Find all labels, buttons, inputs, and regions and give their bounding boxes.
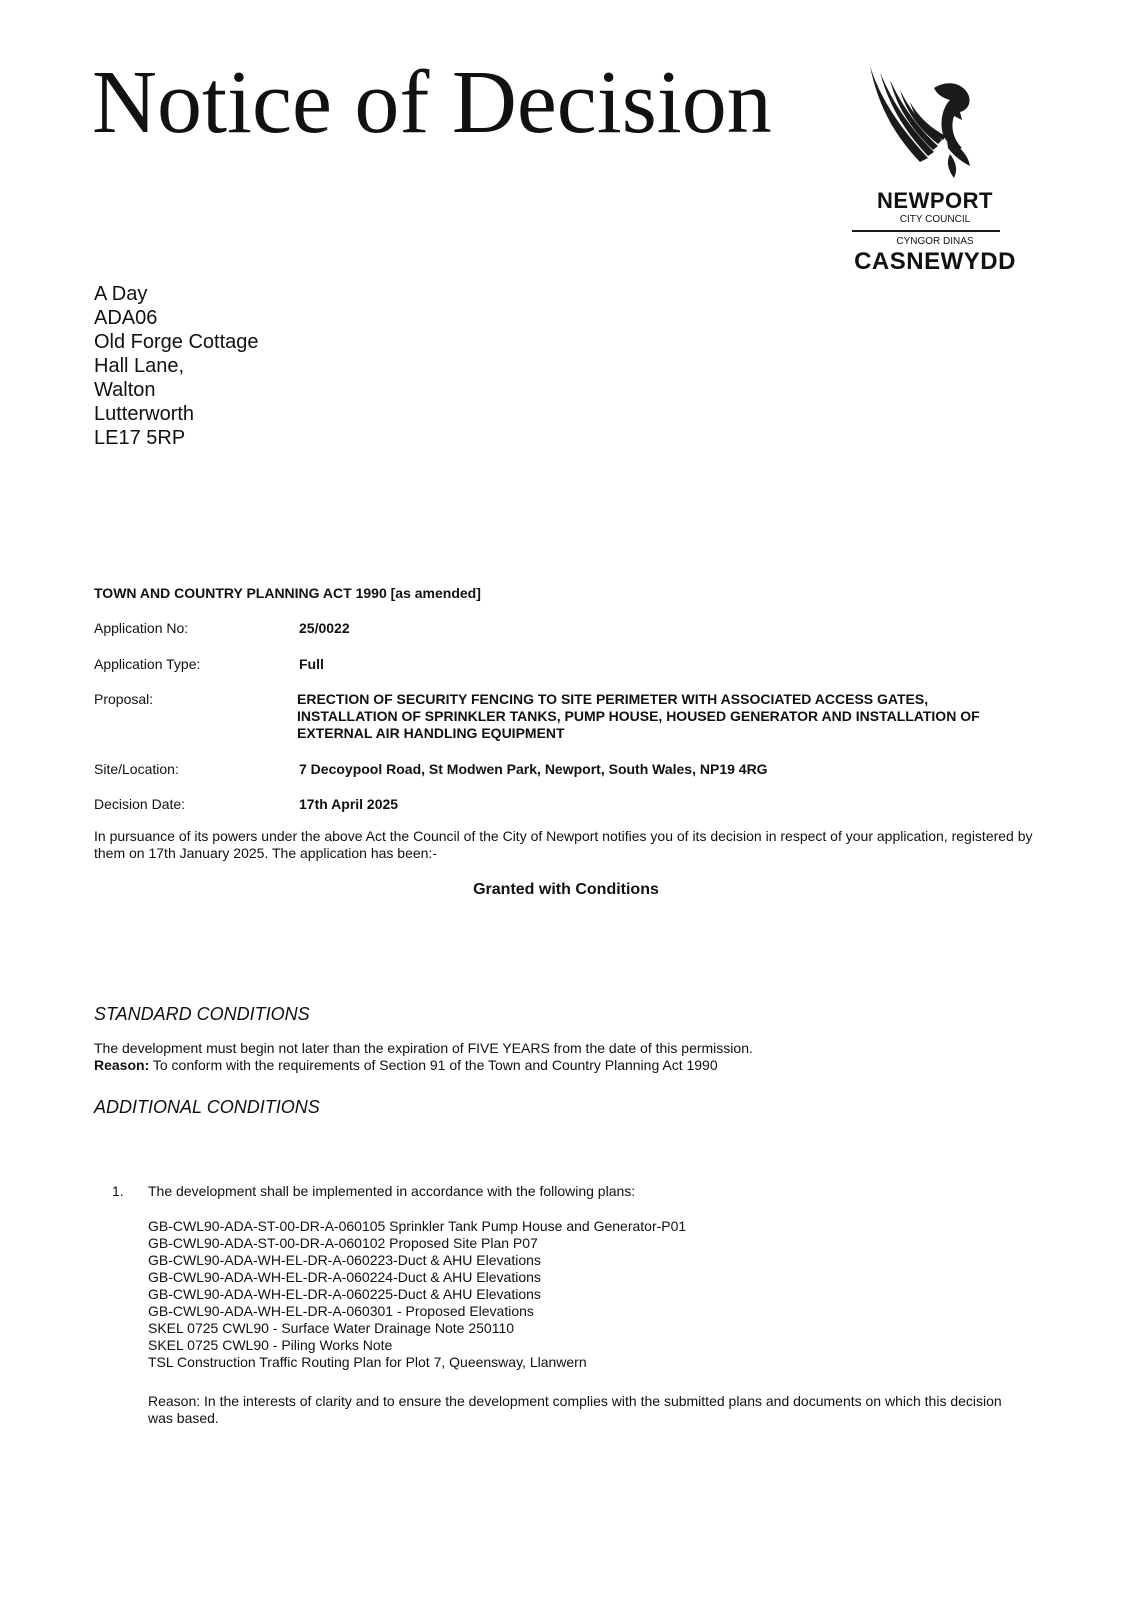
additional-conditions-heading: ADDITIONAL CONDITIONS	[94, 1097, 320, 1117]
list-item: GB-CWL90-ADA-ST-00-DR-A-060105 Sprinkler Tank Pump House and Generator-P01	[148, 1218, 687, 1234]
application-no-value: 25/0022	[299, 620, 350, 636]
page-title: Notice of Decision	[92, 53, 772, 152]
application-type-value: Full	[299, 656, 324, 672]
address-line: Hall Lane,	[94, 355, 185, 377]
list-item: GB-CWL90-ADA-WH-EL-DR-A-060225-Duct & AHU Elevations	[148, 1286, 541, 1302]
standard-conditions-heading: STANDARD CONDITIONS	[94, 1004, 310, 1024]
address-line: LE17 5RP	[94, 427, 186, 449]
decision-date-label: Decision Date:	[94, 796, 186, 812]
list-item: GB-CWL90-ADA-WH-EL-DR-A-060223-Duct & AHU Elevations	[148, 1252, 541, 1268]
logo-welsh-line2: CASNEWYDD	[854, 248, 1016, 275]
recipient-address	[94, 282, 259, 450]
logo-divider	[852, 230, 1000, 232]
act-heading: TOWN AND COUNTRY PLANNING ACT 1990 [as amended]	[94, 585, 481, 601]
standard-conditions-text	[94, 1040, 1034, 1074]
pursuance-paragraph: In pursuance of its powers under the above Act the Council of the City of Newport notifies you of its decision in respect of your application, registered by them on 17th January 2025. The application has been:-	[94, 828, 1033, 861]
list-item: TSL Construction Traffic Routing Plan for Plot 7, Queensway, Llanwern	[148, 1354, 587, 1370]
dragon-emblem-icon	[850, 58, 1020, 183]
reason-text: To conform with the requirements of Section 91 of the Town and Country Planning Act 1990	[149, 1057, 718, 1073]
reason-label: Reason:	[94, 1057, 150, 1073]
list-item: GB-CWL90-ADA-WH-EL-DR-A-060301 - Proposed Elevations	[148, 1303, 534, 1319]
application-no-label: Application No:	[94, 620, 189, 636]
plans-list	[148, 1218, 686, 1371]
list-item: GB-CWL90-ADA-ST-00-DR-A-060102 Proposed Site Plan P07	[148, 1235, 538, 1251]
address-line: Old Forge Cottage	[94, 331, 259, 353]
standard-condition: The development must begin not later than the expiration of FIVE YEARS from the date of this permission.	[94, 1040, 753, 1056]
logo-name-line2: CITY COUNCIL	[899, 214, 971, 225]
list-item: SKEL 0725 CWL90 - Surface Water Drainage Note 250110	[148, 1320, 515, 1336]
proposal-value: ERECTION OF SECURITY FENCING TO SITE PERIMETER WITH ASSOCIATED ACCESS GATES, INSTALLATION OF SPRINKLER TANKS, PUMP HOUSE, HOUSED GENERATOR AND INSTALLATION OF EXTERNAL AIR HANDLING EQUIPMENT	[297, 691, 980, 741]
decision-date-value: 17th April 2025	[299, 796, 399, 812]
site-location-value: 7 Decoypool Road, St Modwen Park, Newport, South Wales, NP19 4RG	[299, 761, 768, 777]
address-line: A Day	[94, 283, 148, 305]
address-line: Walton	[94, 379, 156, 401]
logo-name-line1: NEWPORT	[877, 188, 993, 213]
condition-number: 1.	[112, 1183, 124, 1199]
list-item: SKEL 0725 CWL90 - Piling Works Note	[148, 1337, 393, 1353]
address-line: ADA06	[94, 307, 158, 329]
decision-outcome: Granted with Conditions	[473, 881, 659, 898]
logo-welsh-line1: CYNGOR DINAS	[896, 236, 974, 247]
newport-city-council-logo	[850, 58, 1020, 278]
site-location-label: Site/Location:	[94, 761, 179, 777]
address-line: Lutterworth	[94, 403, 195, 425]
proposal-label: Proposal:	[94, 691, 154, 707]
standard-condition-reason	[94, 1057, 1034, 1074]
application-type-label: Application Type:	[94, 656, 201, 672]
condition-intro: The development shall be implemented in accordance with the following plans:	[148, 1183, 636, 1199]
list-item: GB-CWL90-ADA-WH-EL-DR-A-060224-Duct & AHU Elevations	[148, 1269, 541, 1285]
condition-reason: Reason: In the interests of clarity and to ensure the development complies with the submitted plans and documents on which this decision was based.	[148, 1393, 1002, 1426]
